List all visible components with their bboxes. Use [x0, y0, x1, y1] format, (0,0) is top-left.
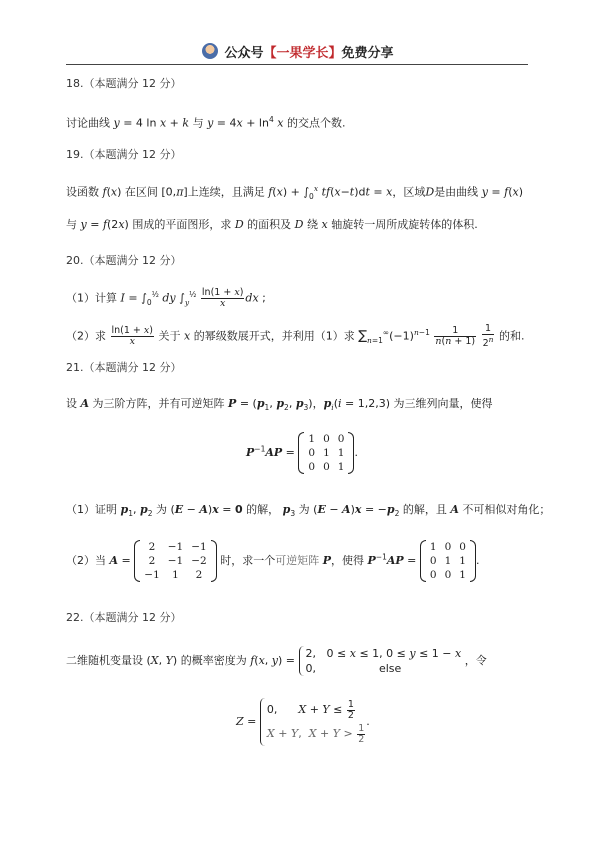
- matrix-a-cell: 2: [148, 541, 156, 553]
- header-prefix: 公众号: [224, 45, 264, 61]
- jordan2-cell: 0: [444, 541, 452, 553]
- z-cases: 0, X + Y ≤ $\frac{1}{2}$ X + Y, X + Y > $\frac{1}{2}$: [260, 698, 366, 746]
- jordan2-cell: 1: [444, 555, 452, 567]
- q21-intro: 设 A 为三阶方阵，并有可逆矩阵 $P = (p_1$, $p_2$, $p_3$)，$p_i(i = 1,2,3)$ 为三维列向量，使得: [66, 397, 493, 413]
- q19-line2: 与 y = f(2x) 围成的平面图形，求 D 的面积及 D 绕 x 轴旋转一周所成旋转体的体积.: [66, 218, 478, 231]
- jordan2-cell: 0: [459, 541, 466, 553]
- q21-similarity-eq: $P^{-1}AP$ = 1 0 0 0 1 1 0 0 1 .: [246, 433, 358, 473]
- jordan-cell: 1: [337, 447, 345, 459]
- jordan2-cell: 1: [459, 555, 466, 567]
- header-rule: [66, 64, 528, 65]
- jordan-matrix-2: [420, 540, 476, 582]
- q20-heading: 20.（本题满分 12 分）: [66, 254, 182, 267]
- q21-part2: （2）当 A = 2 −1 −1 2 −1 −2 −1 1 2 时，求一个可逆矩阵 P，使得 $P^{-1}AP$ = 1 0 0 0 1 1 0 0 1 .: [66, 541, 480, 581]
- q20-part1: （1）计算 $I = \int_0^{\frac{1}{2}}$ dy $\int_y^{\frac{1}{2}}$ $\frac{\ln(1 + x)}{x}$ dx ;: [66, 287, 266, 310]
- jordan-cell: 0: [337, 433, 345, 445]
- density-cases: 2, 0 ≤ x ≤ 1, 0 ≤ y ≤ 1 − x 0, else: [299, 646, 462, 676]
- jordan-cell: 0: [323, 461, 330, 473]
- matrix-a-cell: 2: [195, 569, 203, 581]
- q19-line1: 设函数 f(x) 在区间 [0,π]上连续，且满足 $f(x) + \int_0^x$ tf(x−t)dt = x，区域D是由曲线 y = f(x): [66, 184, 524, 201]
- header-bracket-close: 】: [328, 45, 342, 61]
- q22-heading: 22.（本题满分 12 分）: [66, 611, 182, 624]
- jordan-cell: 1: [323, 447, 330, 459]
- jordan-cell: 1: [308, 433, 316, 445]
- header-brand: 一果学长: [276, 45, 329, 61]
- jordan2-cell: 0: [429, 555, 437, 567]
- header-suffix: 免费分享: [341, 45, 394, 61]
- jordan-cell: 0: [308, 447, 316, 459]
- q21-part1: （1）证明 $p_1$, $p_2$ 为 (E − A)x = 0 的解， $p_3$ 为 $(E - A)x = -p_2$ 的解，且 A 不可相似对角化；: [66, 503, 551, 519]
- matrix-a-cell: −2: [191, 555, 207, 567]
- jordan-matrix: [298, 432, 354, 474]
- jordan-cell: 0: [308, 461, 316, 473]
- matrix-a-cell: 1: [172, 569, 179, 581]
- q21-heading: 21.（本题满分 12 分）: [66, 361, 182, 374]
- q20-part2: （2）求 $\frac{\ln(1 + x)}{x}$ 关于 x 的幂级数展开式，并利用（1）求 $\sum_{n=1}^\infty(-1)^{n-1}$ $\frac{1}{n(n + 1)}$ $\frac{1}{2^n}$ 的和.: [66, 323, 525, 350]
- q22-z-def: Z = 0, X + Y ≤ $\frac{1}{2}$ X + Y, X + Y > $\frac{1}{2}$ .: [236, 698, 370, 745]
- q22-density: 二维随机变量设 (X, Y) 的概率密度为 f(x, y) = 2, 0 ≤ x ≤ 1, 0 ≤ y ≤ 1 − x 0, else ，令: [66, 647, 487, 675]
- matrix-a-cell: 2: [148, 555, 156, 567]
- matrix-a-cell: −1: [144, 569, 160, 581]
- jordan2-cell: 1: [459, 569, 466, 581]
- avatar-icon: [202, 43, 218, 59]
- jordan-cell: 0: [323, 433, 330, 445]
- jordan2-cell: 0: [429, 569, 437, 581]
- jordan-cell: 1: [337, 461, 345, 473]
- matrix-a: [134, 540, 216, 582]
- q18-heading: 18.（本题满分 12 分）: [66, 77, 182, 90]
- q19-heading: 19.（本题满分 12 分）: [66, 148, 182, 161]
- matrix-a-cell: −1: [167, 541, 184, 553]
- q18-text: 讨论曲线 y = 4 ln x + k 与 $y = 4x + \ln^4 x$ 的交点个数.: [66, 115, 346, 130]
- jordan2-cell: 1: [429, 541, 437, 553]
- page-header: [0, 38, 596, 64]
- matrix-a-cell: −1: [167, 555, 184, 567]
- matrix-a-cell: −1: [191, 541, 207, 553]
- jordan2-cell: 0: [444, 569, 452, 581]
- header-bracket-open: 【: [263, 45, 277, 61]
